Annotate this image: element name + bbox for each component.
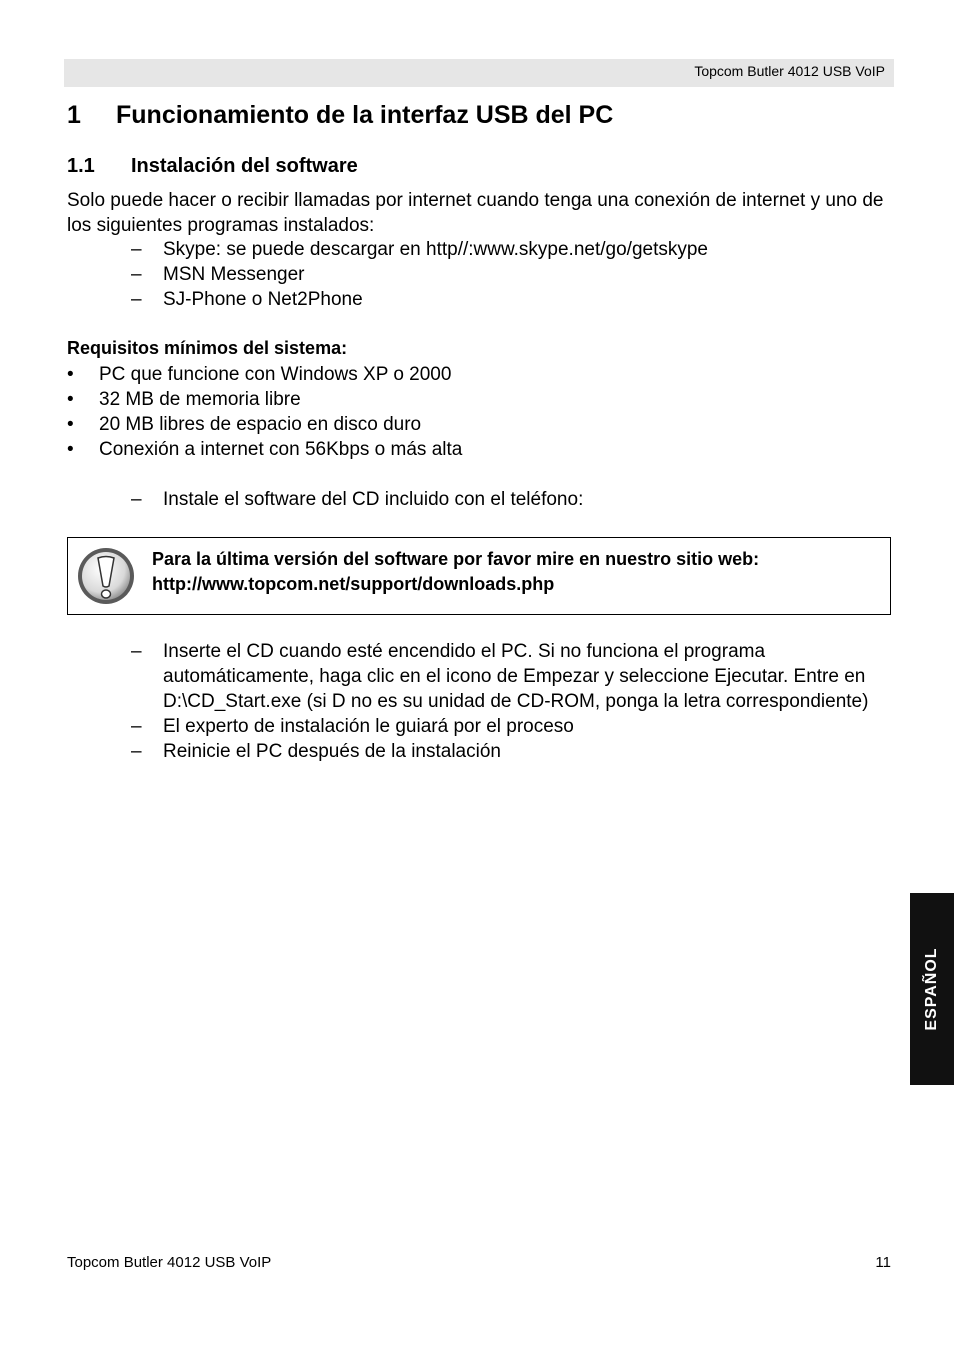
dash-marker: –: [131, 239, 142, 260]
list-item: [67, 412, 462, 437]
dash-marker: –: [131, 489, 142, 510]
list-item: [131, 714, 893, 739]
notice-box: [67, 537, 891, 615]
dash-marker: –: [131, 741, 142, 762]
list-item: [131, 739, 893, 764]
footer-product-name: Topcom Butler 4012 USB VoIP: [67, 1254, 272, 1271]
list-item: [67, 387, 462, 412]
header-product-name: Topcom Butler 4012 USB VoIP: [694, 63, 885, 79]
list-item: [131, 487, 583, 512]
section-number: 1: [67, 101, 81, 129]
subsection-heading: [67, 155, 358, 178]
requirements-title: Requisitos mínimos del sistema:: [67, 338, 348, 358]
notice-link: http://www.topcom.net/support/downloads.php: [152, 574, 555, 594]
list-item-text: El experto de instalación le guiará por el proceso: [163, 716, 574, 737]
list-item: [131, 639, 893, 714]
list-item-text: SJ-Phone o Net2Phone: [163, 289, 363, 310]
intro-paragraph: Solo puede hacer o recibir llamadas por internet cuando tenga una conexión de internet y uno de los siguientes programas instalados:: [67, 190, 884, 236]
bullet-marker: •: [67, 389, 74, 410]
section-title: Funcionamiento de la interfaz USB del PC: [116, 101, 614, 129]
dash-marker: –: [131, 289, 142, 310]
bullet-marker: •: [67, 414, 74, 435]
language-tab: [910, 893, 954, 1085]
list-item: [131, 237, 708, 262]
section-heading: [67, 101, 613, 130]
list-item-text: MSN Messenger: [163, 264, 305, 285]
list-item-text: Inserte el CD cuando esté encendido el PC. Si no funciona el programa automáticamente, haga clic en el icono de Empezar y seleccione Ejecutar. Entre en D:\CD_Start.exe (si D no es su unidad de CD-ROM, ponga la letra correspondiente): [163, 641, 869, 712]
bullet-marker: •: [67, 364, 74, 385]
list-item: [131, 287, 708, 312]
dash-marker: –: [131, 264, 142, 285]
list-item-text: Skype: se puede descargar en http//:www.skype.net/go/getskype: [163, 239, 708, 260]
list-item-text: 32 MB de memoria libre: [99, 389, 301, 410]
requirements-list: [67, 362, 462, 462]
dash-marker: –: [131, 716, 142, 737]
notice-line: Para la última versión del software por favor mire en nuestro sitio web:: [152, 549, 760, 569]
bullet-marker: •: [67, 439, 74, 460]
list-item-text: Conexión a internet con 56Kbps o más alta: [99, 439, 463, 460]
language-tab-label: ESPAÑOL: [923, 947, 940, 1031]
list-item-text: PC que funcione con Windows XP o 2000: [99, 364, 452, 385]
dash-marker: –: [131, 641, 142, 662]
list-item-text: Reinicie el PC después de la instalación: [163, 741, 501, 762]
subsection-number: 1.1: [67, 155, 95, 177]
exclamation-icon: [76, 546, 136, 606]
notice-text: [152, 547, 759, 597]
list-item: [67, 362, 462, 387]
list-item-text: Instale el software del CD incluido con el teléfono:: [163, 489, 584, 510]
install-step-list: [131, 487, 583, 512]
page-header: [64, 59, 894, 87]
page-number: 11: [875, 1254, 891, 1271]
steps-list: [131, 639, 893, 764]
list-item: [131, 262, 708, 287]
programs-list: [131, 237, 708, 312]
list-item: [67, 437, 462, 462]
list-item-text: 20 MB libres de espacio en disco duro: [99, 414, 422, 435]
subsection-title: Instalación del software: [131, 155, 358, 177]
